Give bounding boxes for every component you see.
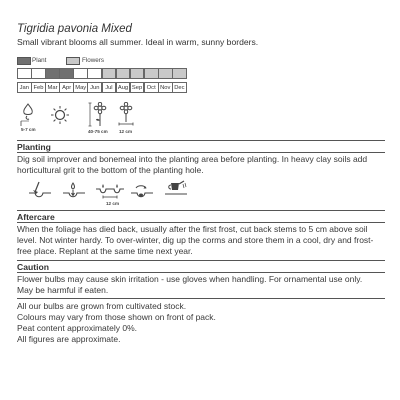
bulb-spacing-caption: 12 cm bbox=[106, 201, 120, 206]
caution-text-line: Flower bulbs may cause skin irritation - use gloves when handling. For ornamental use only. bbox=[17, 274, 363, 284]
divider bbox=[17, 152, 385, 153]
caution-text-line: May be harmful if eaten. bbox=[17, 285, 109, 295]
calendar-cell-jul bbox=[102, 68, 117, 79]
dig-hole-icon bbox=[27, 181, 53, 201]
calendar-cell-apr bbox=[59, 68, 74, 79]
aftercare-text-line: When the foliage has died back, usually after the first frost, cut back stems to 5 cm above soil bbox=[17, 224, 368, 234]
flowers-legend-label: Flowers bbox=[82, 57, 105, 64]
calendar-bars bbox=[17, 68, 187, 79]
month-label: Aug bbox=[116, 82, 131, 93]
growing-info-icons bbox=[17, 102, 385, 136]
calendar-cell-may bbox=[73, 68, 88, 79]
aftercare-text-line: free place. Replant at the same time next year. bbox=[17, 246, 193, 256]
footer-line: All figures are approximate. bbox=[17, 334, 121, 344]
bulb-depth-icon bbox=[19, 102, 37, 128]
calendar-cell-mar bbox=[45, 68, 60, 79]
flower-height-caption: 40-75 cm bbox=[88, 129, 108, 134]
divider bbox=[17, 140, 385, 141]
month-label: Dec bbox=[172, 82, 187, 93]
month-label: Apr bbox=[59, 82, 74, 93]
calendar-cell-sep bbox=[130, 68, 145, 79]
plant-description: Small vibrant blooms all summer. Ideal in warm, sunny borders. bbox=[17, 37, 259, 47]
sun-icon bbox=[49, 105, 71, 125]
flower-height-icon bbox=[87, 102, 111, 128]
flower-spacing-caption: 12 cm bbox=[119, 129, 133, 134]
calendar-cell-jun bbox=[87, 68, 102, 79]
plant-legend-label: Plant bbox=[32, 57, 47, 64]
plant-swatch bbox=[17, 57, 31, 65]
divider bbox=[17, 298, 385, 299]
calendar-cell-dec bbox=[172, 68, 187, 79]
bulb-depth-caption: 5-7 cm bbox=[21, 127, 36, 132]
month-label: Mar bbox=[45, 82, 60, 93]
calendar-cell-jan bbox=[17, 68, 32, 79]
divider bbox=[17, 260, 385, 261]
month-label: Jul bbox=[102, 82, 117, 93]
calendar-legend bbox=[17, 56, 385, 67]
month-label: Nov bbox=[158, 82, 173, 93]
seed-packet-back bbox=[17, 22, 385, 345]
planting-heading: Planting bbox=[17, 142, 51, 152]
flowers-swatch bbox=[66, 57, 80, 65]
footer-line: Peat content approximately 0%. bbox=[17, 323, 138, 333]
planting-calendar bbox=[17, 68, 385, 96]
plant-bulb-icon bbox=[61, 181, 87, 201]
month-label: Feb bbox=[31, 82, 46, 93]
water-icon bbox=[163, 179, 189, 201]
calendar-cell-feb bbox=[31, 68, 46, 79]
plant-title: Tigridia pavonia Mixed bbox=[17, 23, 132, 35]
planting-steps-icons bbox=[17, 179, 385, 209]
aftercare-text-line: level. Not winter hardy. To over-winter, dig up the corms and store them in a cool, dry and frost- bbox=[17, 235, 374, 245]
flower-spacing-icon bbox=[117, 102, 135, 128]
divider bbox=[17, 222, 385, 223]
calendar-cell-aug bbox=[116, 68, 131, 79]
footer-line: All our bulbs are grown from cultivated stock. bbox=[17, 301, 187, 311]
month-label: Sep bbox=[130, 82, 145, 93]
planting-text-line: horticultural grit to the bottom of the planting hole. bbox=[17, 165, 204, 175]
footer-line: Colours may vary from those shown on front of pack. bbox=[17, 312, 216, 322]
planting-text-line: Dig soil improver and bonemeal into the planting area before planting. In heavy clay soils add bbox=[17, 154, 368, 164]
aftercare-heading: Aftercare bbox=[17, 212, 55, 222]
month-label: Jan bbox=[17, 82, 32, 93]
calendar-cell-oct bbox=[144, 68, 159, 79]
month-label: Oct bbox=[144, 82, 159, 93]
divider bbox=[17, 272, 385, 273]
month-label: May bbox=[73, 82, 88, 93]
calendar-cell-nov bbox=[158, 68, 173, 79]
month-label: Jun bbox=[87, 82, 102, 93]
cover-soil-icon bbox=[129, 181, 155, 201]
bulb-spacing-icon bbox=[95, 181, 125, 201]
calendar-months bbox=[17, 82, 187, 93]
caution-heading: Caution bbox=[17, 262, 49, 272]
divider bbox=[17, 210, 385, 211]
